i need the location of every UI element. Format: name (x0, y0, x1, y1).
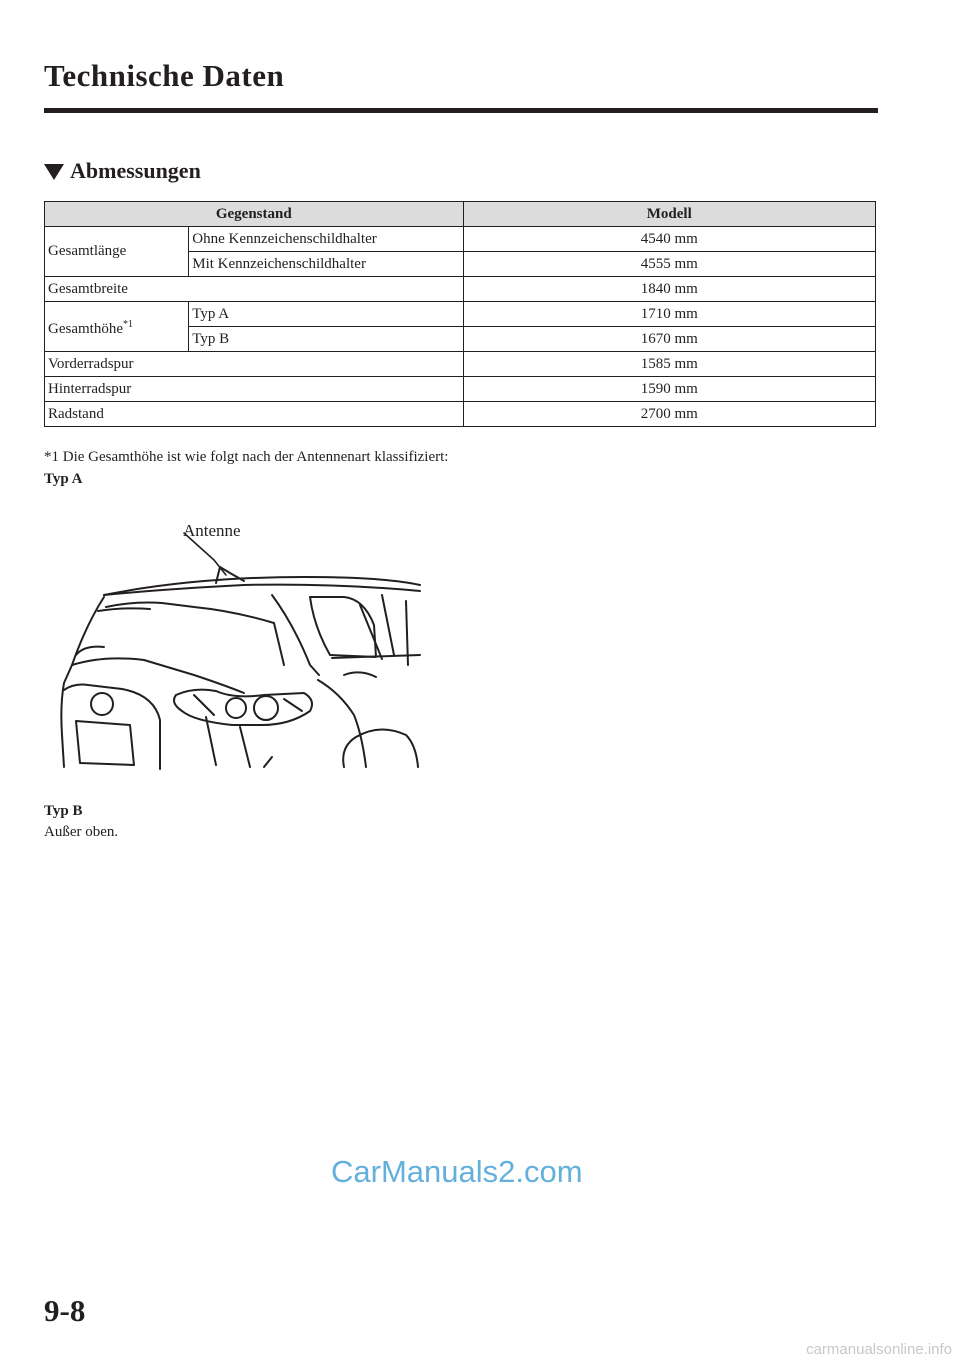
wheelbase-value: 2700 mm (463, 402, 875, 427)
rear-track-value: 1590 mm (463, 377, 875, 402)
table-row (45, 227, 876, 252)
car-illustration-icon (44, 515, 424, 773)
header-model: Modell (463, 202, 875, 227)
triangle-down-icon (44, 164, 64, 180)
front-track-label: Vorderradspur (45, 352, 464, 377)
section-heading-text: Abmessungen (70, 158, 201, 183)
table-header-row (45, 202, 876, 227)
height-label-cell (45, 302, 189, 352)
dimensions-table (44, 201, 876, 427)
front-track-value: 1585 mm (463, 352, 875, 377)
table-row (45, 377, 876, 402)
typ-b-heading: Typ B (44, 803, 83, 819)
height-type-a-label: Typ A (189, 302, 463, 327)
typ-b-text: Außer oben. (44, 824, 119, 840)
length-without-value: 4540 mm (463, 227, 875, 252)
section-heading (44, 158, 201, 184)
length-label: Gesamtlänge (45, 227, 189, 277)
table-row (45, 302, 876, 327)
car-rear-illustration (44, 515, 424, 773)
table-row (45, 352, 876, 377)
page-title: Technische Daten (44, 58, 285, 93)
height-footnote-mark: *1 (122, 318, 133, 330)
height-type-b-label: Typ B (189, 327, 463, 352)
table-row (45, 402, 876, 427)
table-row (45, 277, 876, 302)
watermark: CarManuals2.com (331, 1154, 583, 1189)
antenna-label: Antenne (183, 521, 241, 540)
length-without-label: Ohne Kennzeichenschildhalter (189, 227, 463, 252)
height-type-b-value: 1670 mm (463, 327, 875, 352)
footer-source: carmanualsonline.info (806, 1341, 952, 1358)
height-label: Gesamthöhe (48, 320, 123, 337)
header-item: Gegenstand (45, 202, 464, 227)
length-with-label: Mit Kennzeichenschildhalter (189, 252, 463, 277)
page-number: 9-8 (44, 1293, 86, 1328)
length-with-value: 4555 mm (463, 252, 875, 277)
footnote: *1 Die Gesamthöhe ist wie folgt nach der Antennenart klassifiziert: (44, 449, 449, 465)
wheelbase-label: Radstand (45, 402, 464, 427)
typ-a-heading: Typ A (44, 471, 83, 487)
width-value: 1840 mm (463, 277, 875, 302)
rear-track-label: Hinterradspur (45, 377, 464, 402)
width-label: Gesamtbreite (45, 277, 464, 302)
height-type-a-value: 1710 mm (463, 302, 875, 327)
header-rule (44, 108, 878, 113)
